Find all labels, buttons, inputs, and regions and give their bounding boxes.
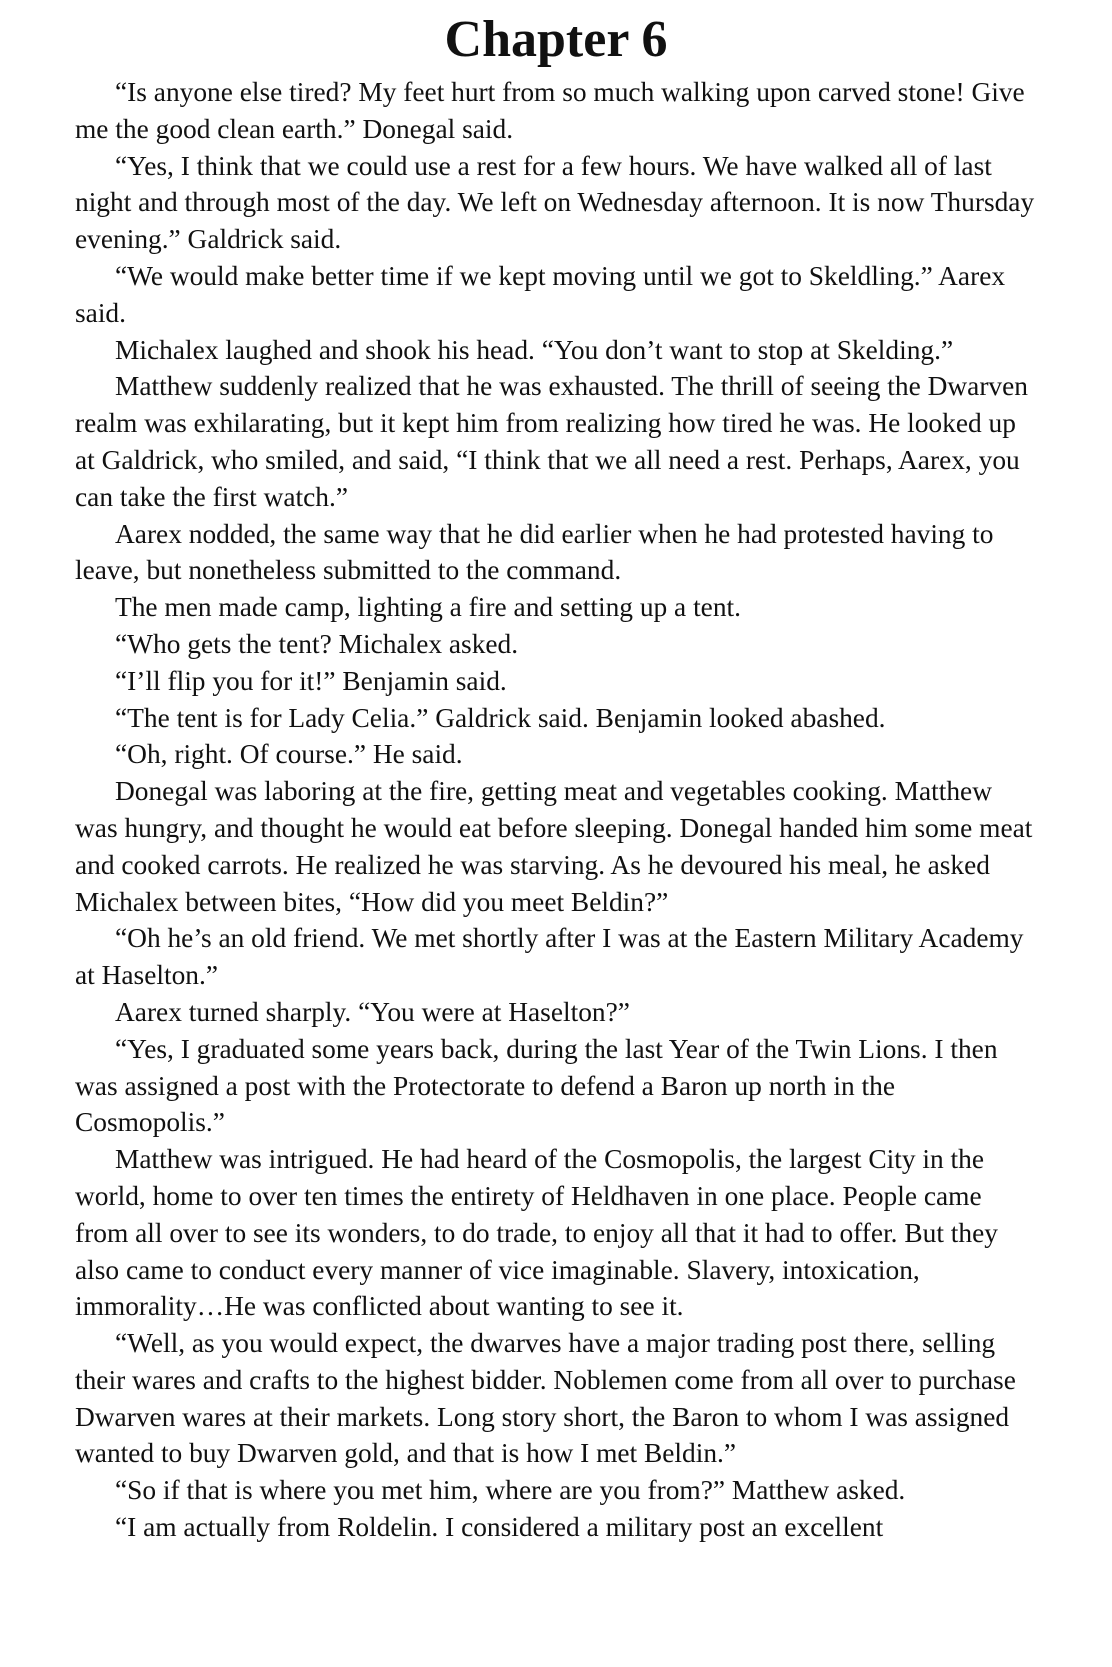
paragraph: Aarex turned sharply. “You were at Haselton?” (115, 996, 630, 1027)
paragraph: “I am actually from Roldelin. I considered a military post an excellent (115, 1512, 884, 1543)
paragraph: “Is anyone else tired? My feet hurt from so much walking upon carved stone! Give me the good clean earth.” Donegal said. (75, 77, 1025, 144)
paragraph: “Well, as you would expect, the dwarves have a major trading post there, selling their wares and crafts to the highest bidder. Noblemen come from all over to purchase Dwarven wares at their markets. Long story short, the Baron to whom I was assigned wanted to buy Dwarven gold, and that is how I met Beldin.” (75, 1328, 1016, 1469)
chapter-title: Chapter 6 (444, 11, 668, 68)
paragraph: “We would make better time if we kept moving until we got to Skeldling.” Aarex said. (75, 260, 1006, 328)
paragraph: Donegal was laboring at the fire, getting meat and vegetables cooking. Matthew was hungry, and thought he would eat before sleeping. Donegal handed him some meat and cooked carrots. He realized he was starving. As he devoured his meal, he asked Michalex between bites, “How did you meet Beldin?” (75, 776, 1033, 917)
paragraph: “So if that is where you met him, where are you from?” Matthew asked. (115, 1475, 906, 1506)
paragraph: “Yes, I think that we could use a rest for a few hours. We have walked all of last night and through most of the day. We left on Wednesday afternoon. It is now Thursday evening.” Galdrick said. (75, 150, 1035, 255)
paragraph: Michalex laughed and shook his head. “You don’t want to stop at Skelding.” (115, 334, 954, 365)
paragraph: Matthew suddenly realized that he was exhausted. The thrill of seeing the Dwarven realm was exhilarating, but it kept him from realizing how tired he was. He looked up at Galdrick, who smiled, and said, “I think that we all need a rest. Perhaps, Aarex, you can take the first watch.” (75, 371, 1028, 512)
paragraph: “I’ll flip you for it!” Benjamin said. (115, 665, 507, 696)
paragraph: “Oh, right. Of course.” He said. (115, 739, 463, 770)
paragraph: “Who gets the tent? Michalex asked. (115, 628, 519, 659)
paragraph: Aarex nodded, the same way that he did earlier when he had protested having to leave, but nonetheless submitted to the command. (75, 518, 994, 586)
paragraph: Matthew was intrigued. He had heard of the Cosmopolis, the largest City in the world, home to over ten times the entirety of Heldhaven in one place. People came from all over to see its wonders, to do trade, to enjoy all that it had to offer. But they also came to conduct every manner of vice imaginable. Slavery, intoxication, immorality…He was conflicted about wanting to see it. (75, 1144, 998, 1322)
chapter-body (75, 74, 1035, 1546)
paragraph: The men made camp, lighting a fire and setting up a tent. (115, 592, 741, 623)
paragraph: “Oh he’s an old friend. We met shortly after I was at the Eastern Military Academy at Haselton.” (75, 923, 1024, 991)
paragraph: “Yes, I graduated some years back, during the last Year of the Twin Lions. I then was assigned a post with the Protectorate to defend a Baron up north in the Cosmopolis.” (75, 1033, 998, 1138)
paragraph: “The tent is for Lady Celia.” Galdrick said. Benjamin looked abashed. (115, 702, 886, 733)
